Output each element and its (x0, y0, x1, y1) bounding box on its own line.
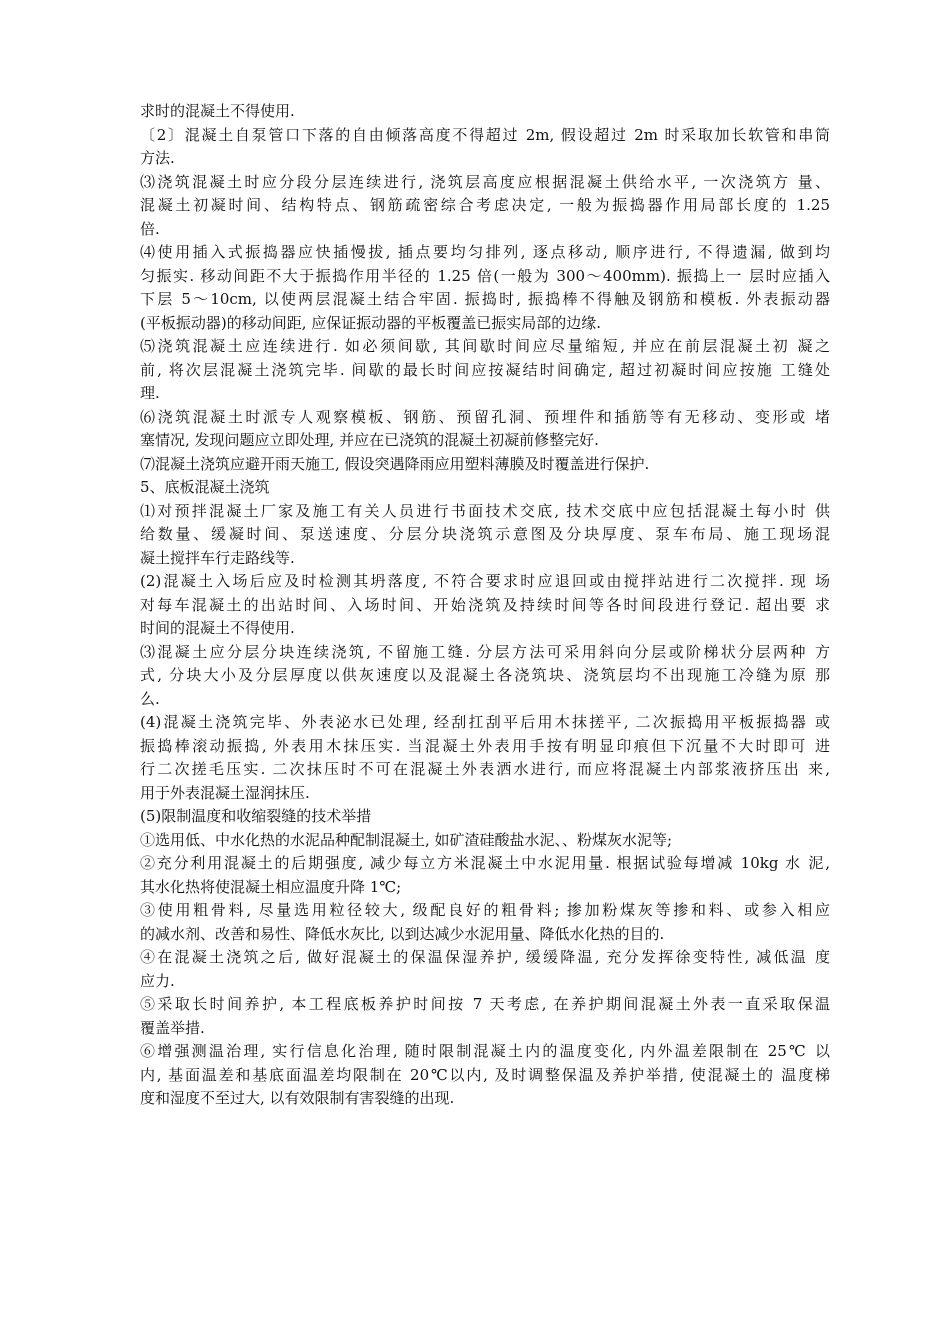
text-line: 时间的混凝土不得使用. (140, 619, 295, 637)
text-line: (5)限制温度和收缩裂缝的技术举措 (140, 807, 372, 825)
text-line: ⑥增强测温治理, 实行信息化治理, 随时限制混凝土内的温度变化, 内外温差限制在 25℃ 以 (140, 1042, 830, 1060)
text-line: ⑸浇筑混凝土应连续进行. 如必须间歇, 其间歇时间应尽量缩短, 并应在前层混凝土初 凝之 (140, 337, 830, 355)
text-line: 的减水剂、改善和易性、降低水灰比, 以到达减少水泥用量、降低水化热的目的. (140, 924, 665, 943)
text-line: 覆盖举措. (140, 1018, 205, 1037)
text-line: 5、底板混凝土浇筑 (140, 478, 270, 496)
text-line: (平板振动器)的移动间距, 应保证振动器的平板覆盖已振实局部的边缘. (140, 313, 602, 332)
text-line: (4)混凝土浇筑完毕、外表泌水已处理, 经刮扛刮平后用木抹搓平, 二次振捣用平板振捣器 或 (140, 713, 830, 731)
text-line: 内, 基面温差和基底面温差均限制在 20℃以内, 及时调整保温及养护举措, 使混凝土的 温度梯 (140, 1065, 830, 1084)
text-line: 其水化热将使混凝土相应温度升降 1℃; (140, 877, 402, 896)
text-line: 理. (140, 384, 160, 402)
text-line: ③使用粗骨料, 尽量选用粒径较大, 级配良好的粗骨料; 掺加粉煤灰等掺和料、或参入相应 (140, 901, 830, 919)
document-page (140, 100, 830, 1111)
text-line: 给数量、缓凝时间、泵送速度、分层分块浇筑示意图及分块厚度、泵车布局、施工现场混 (140, 525, 830, 543)
text-line: ⑶浇筑混凝土时应分段分层连续进行, 浇筑层高度应根据混凝土供给水平, 一次浇筑方 量、 (140, 172, 830, 191)
text-line: 行二次搓毛压实. 二次抹压时不可在混凝土外表洒水进行, 而应将混凝土内部浆液挤压出 来, (140, 760, 830, 778)
text-line: 振捣棒滚动振捣, 外表用木抹压实. 当混凝土外表用手按有明显印痕但下沉量不大时即可 进 (140, 736, 830, 755)
text-line: ④在混凝土浇筑之后, 做好混凝土的保温保湿养护, 缓缓降温, 充分发挥徐变特性, 减低温 度 (140, 948, 830, 966)
text-line: 对每车混凝土的出站时间、入场时间、开始浇筑及持续时间等各时间段进行登记. 超出要 求 (140, 595, 830, 614)
text-line: 么. (140, 689, 160, 708)
text-line: (2)混凝土入场后应及时检测其坍落度, 不符合要求时应退回或由搅拌站进行二次搅拌. 现 场 (140, 572, 830, 590)
text-line: 匀振实. 移动间距不大于振捣作用半径的 1.25 倍(一般为 300〜400mm). 振捣上一 层时应插入 (140, 266, 830, 285)
text-line: 式, 分块大小及分层厚度以供灰速度以及混凝土各浇筑块、浇筑层均不出现施工冷缝为原 那 (140, 666, 830, 684)
text-line: 塞情况, 发现问题应立即处理, 并应在已浇筑的混凝土初凝前修整完好. (140, 431, 599, 449)
text-line: 下层 5〜10cm, 以使两层混凝土结合牢固. 振捣时, 振捣棒不得触及钢筋和模板. 外表振动器 (140, 290, 830, 308)
text-line: 用于外表混凝土湿润抹压. (140, 783, 310, 802)
text-line: ⑹浇筑混凝土时派专人观察模板、钢筋、预留孔洞、预埋件和插筋等有无移动、变形或 堵 (140, 407, 830, 426)
text-line: ①选用低、中水化热的水泥品种配制混凝土, 如矿渣硅酸盐水泥、、粉煤灰水泥等; (140, 830, 673, 849)
text-line: ⑤采取长时间养护, 本工程底板养护时间按 7 天考虑, 在养护期间混凝土外表一直采取保温 (140, 995, 830, 1013)
text-line: 倍. (140, 219, 160, 238)
text-line: 凝土搅拌车行走路线等. (140, 548, 295, 567)
text-line: ⑴对预拌混凝土厂家及施工有关人员进行书面技术交底, 技术交底中应包括混凝土每小时 供 (140, 501, 830, 520)
text-line: 前, 将次层混凝土浇筑完毕. 间歇的最长时间应按凝结时间确定, 超过初凝时间应按施 工缝处 (140, 360, 830, 379)
text-line: ⑺混凝土浇筑应避开雨天施工, 假设突遇降雨应用塑料薄膜及时覆盖进行保护. (140, 454, 650, 473)
text-line: ⑷使用插入式振捣器应快插慢拔, 插点要均匀排列, 逐点移动, 顺序进行, 不得遗漏, 做到均 (140, 243, 830, 261)
text-line: 应力. (140, 971, 175, 990)
text-line: 〔2〕混凝土自泵管口下落的自由倾落高度不得超过 2m, 假设超过 2m 时采取加长软管和串筒 (140, 125, 830, 144)
text-line: ②充分利用混凝土的后期强度, 减少每立方米混凝土中水泥用量. 根据试验每增减 10kg 水 泥, (140, 854, 830, 872)
text-line: 混凝土初凝时间、结构特点、钢筋疏密综合考虑决定, 一般为振捣器作用局部长度的 1.25 (140, 196, 830, 214)
text-line: 方法. (140, 149, 175, 167)
text-line: ⑶混凝土应分层分块连续浇筑, 不留施工缝. 分层方法可采用斜向分层或阶梯状分层两种 方 (140, 642, 830, 661)
text-line: 求时的混凝土不得使用. (140, 102, 295, 120)
text-line: 度和湿度不至过大, 以有效限制有害裂缝的出现. (140, 1089, 455, 1107)
